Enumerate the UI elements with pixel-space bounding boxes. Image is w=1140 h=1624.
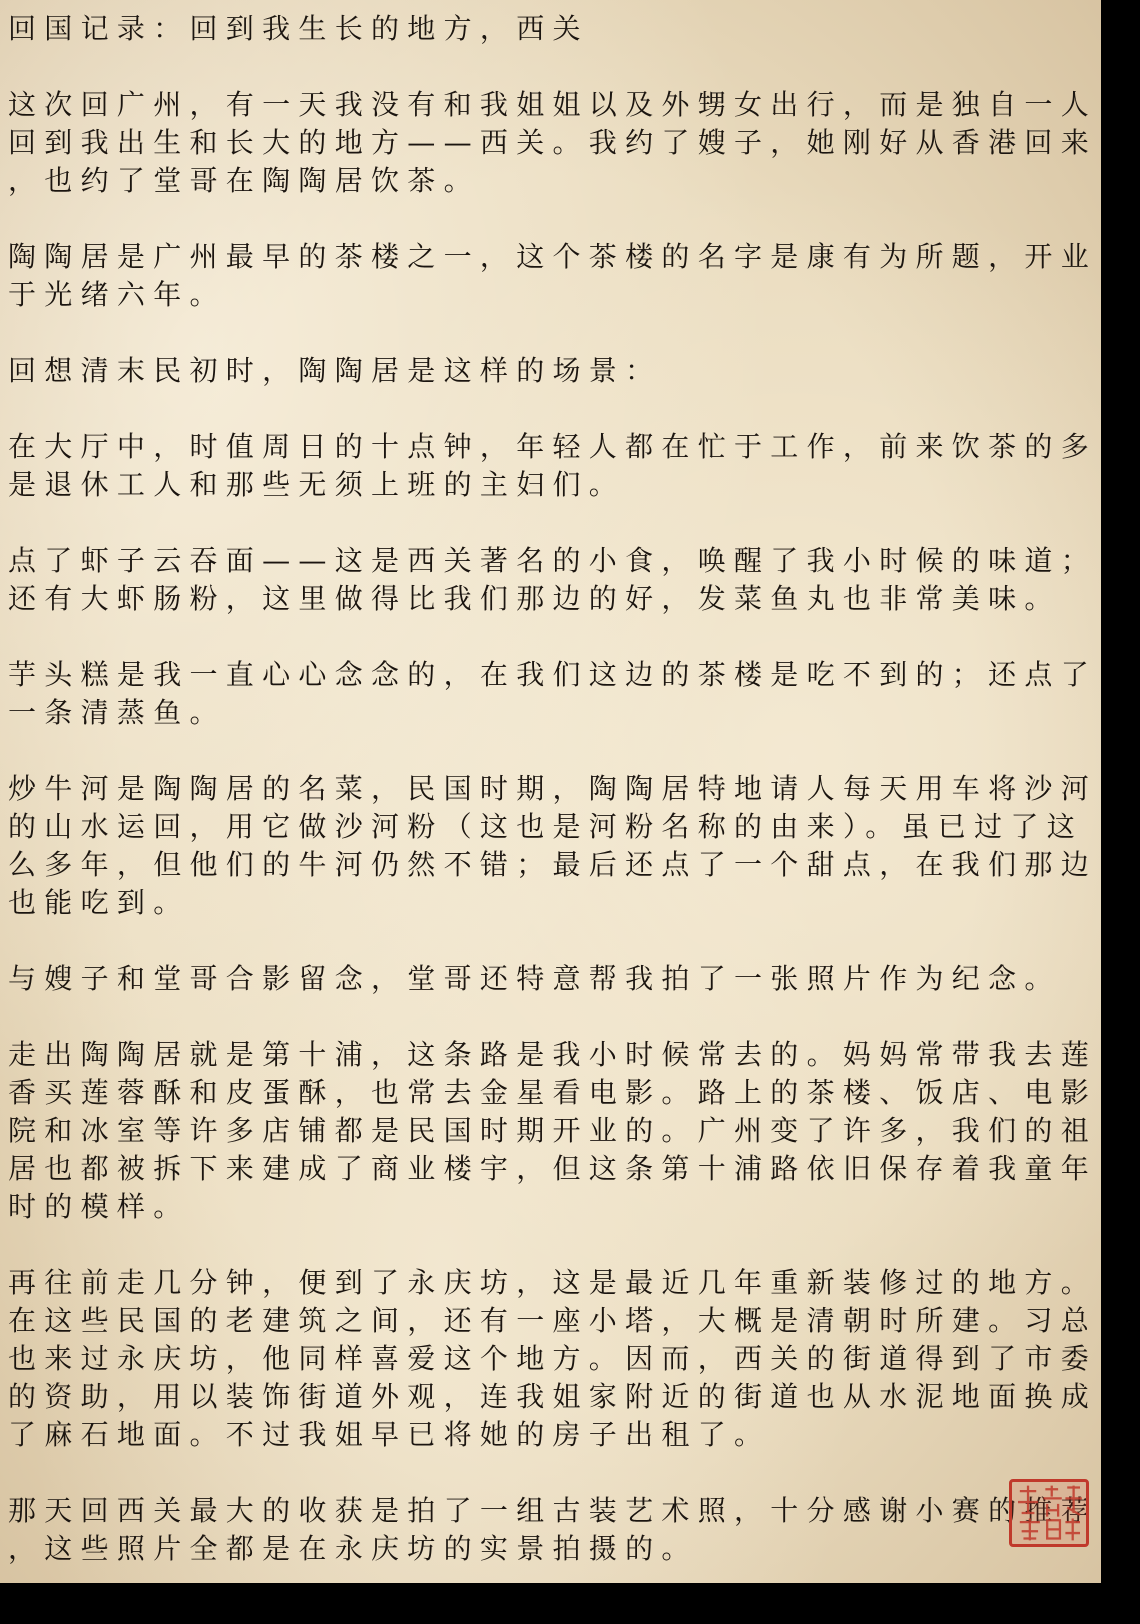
text-line: 是退休工人和那些无须上班的主妇们。 xyxy=(8,468,626,501)
article-title: 回国记录：回到我生长的地方，西关 xyxy=(8,12,589,45)
paragraph xyxy=(8,428,1098,504)
text-line: 香买莲蓉酥和皮蛋酥，也常去金星看电影。路上的茶楼、饭店、电影 xyxy=(8,1076,1098,1109)
text-line: 时的模样。 xyxy=(8,1190,190,1223)
paragraph xyxy=(8,352,1094,390)
paragraph xyxy=(8,770,1098,922)
paragraph xyxy=(8,1492,1098,1568)
text-line: 院和冰室等许多店铺都是民国时期开业的。广州变了许多，我们的祖 xyxy=(8,1114,1098,1147)
text-line: 炒牛河是陶陶居的名菜，民国时期，陶陶居特地请人每天用车将沙河 xyxy=(8,772,1098,805)
text-line: 回到我出生和长大的地方——西关。我约了嫂子，她刚好从香港回来 xyxy=(8,126,1098,159)
text-line: 还有大虾肠粉，这里做得比我们那边的好，发菜鱼丸也非常美味。 xyxy=(8,582,1061,615)
text-line: 也来过永庆坊，他同样喜爱这个地方。因而，西关的街道得到了市委 xyxy=(8,1342,1098,1375)
paragraph xyxy=(8,86,1098,200)
text-line: 与嫂子和堂哥合影留念，堂哥还特意帮我拍了一张照片作为纪念。 xyxy=(8,962,1061,995)
article-body xyxy=(8,10,1098,1583)
text-line: 的资助，用以装饰街道外观，连我姐家附近的街道也从水泥地面换成 xyxy=(8,1380,1098,1413)
paragraph xyxy=(8,656,1098,732)
paragraph xyxy=(8,238,1098,314)
text-line: 点了虾子云吞面——这是西关著名的小食，唤醒了我小时候的味道； xyxy=(8,544,1098,577)
text-line: 了麻石地面。不过我姐早已将她的房子出租了。 xyxy=(8,1418,771,1451)
paragraph-list xyxy=(8,86,1098,1568)
text-line: 走出陶陶居就是第十浦，这条路是我小时候常去的。妈妈常带我去莲 xyxy=(8,1038,1098,1071)
paragraph xyxy=(8,1264,1098,1454)
text-line: 再往前走几分钟，便到了永庆坊，这是最近几年重新装修过的地方。 xyxy=(8,1266,1098,1299)
text-line: ，也约了堂哥在陶陶居饮茶。 xyxy=(8,164,480,197)
paragraph xyxy=(8,1036,1098,1226)
text-line: 也能吃到。 xyxy=(8,886,190,919)
paragraph xyxy=(8,960,1094,998)
text-line: ，这些照片全都是在永庆坊的实景拍摄的。 xyxy=(8,1532,698,1565)
text-line: 回想清末民初时，陶陶居是这样的场景： xyxy=(8,354,662,387)
text-line: 的山水运回，用它做沙河粉（这也是河粉名称的由来）。虽已过了这 xyxy=(8,810,1084,843)
red-seal-stamp xyxy=(1009,1479,1089,1547)
text-line: 在这些民国的老建筑之间，还有一座小塔，大概是清朝时所建。习总 xyxy=(8,1304,1098,1337)
text-line: 芋头糕是我一直心心念念的，在我们这边的茶楼是吃不到的；还点了 xyxy=(8,658,1098,691)
paragraph xyxy=(8,542,1098,618)
text-line: 在大厅中，时值周日的十点钟，年轻人都在忙于工作，前来饮茶的多 xyxy=(8,430,1098,463)
text-line: 于光绪六年。 xyxy=(8,278,226,311)
text-line: 一条清蒸鱼。 xyxy=(8,696,226,729)
text-line: 陶陶居是广州最早的茶楼之一，这个茶楼的名字是康有为所题，开业 xyxy=(8,240,1098,273)
text-line: 居也都被拆下来建成了商业楼宇，但这条第十浦路依旧保存着我童年 xyxy=(8,1152,1098,1185)
text-line: 那天回西关最大的收获是拍了一组古装艺术照，十分感谢小赛的推荐 xyxy=(8,1494,1098,1527)
text-line: 这次回广州，有一天我没有和我姐姐以及外甥女出行，而是独自一人 xyxy=(8,88,1098,121)
text-line: 么多年，但他们的牛河仍然不错；最后还点了一个甜点，在我们那边 xyxy=(8,848,1098,881)
seal-icon xyxy=(1012,1482,1086,1544)
right-black-border xyxy=(1101,0,1140,1624)
bottom-black-border xyxy=(0,1583,1140,1624)
